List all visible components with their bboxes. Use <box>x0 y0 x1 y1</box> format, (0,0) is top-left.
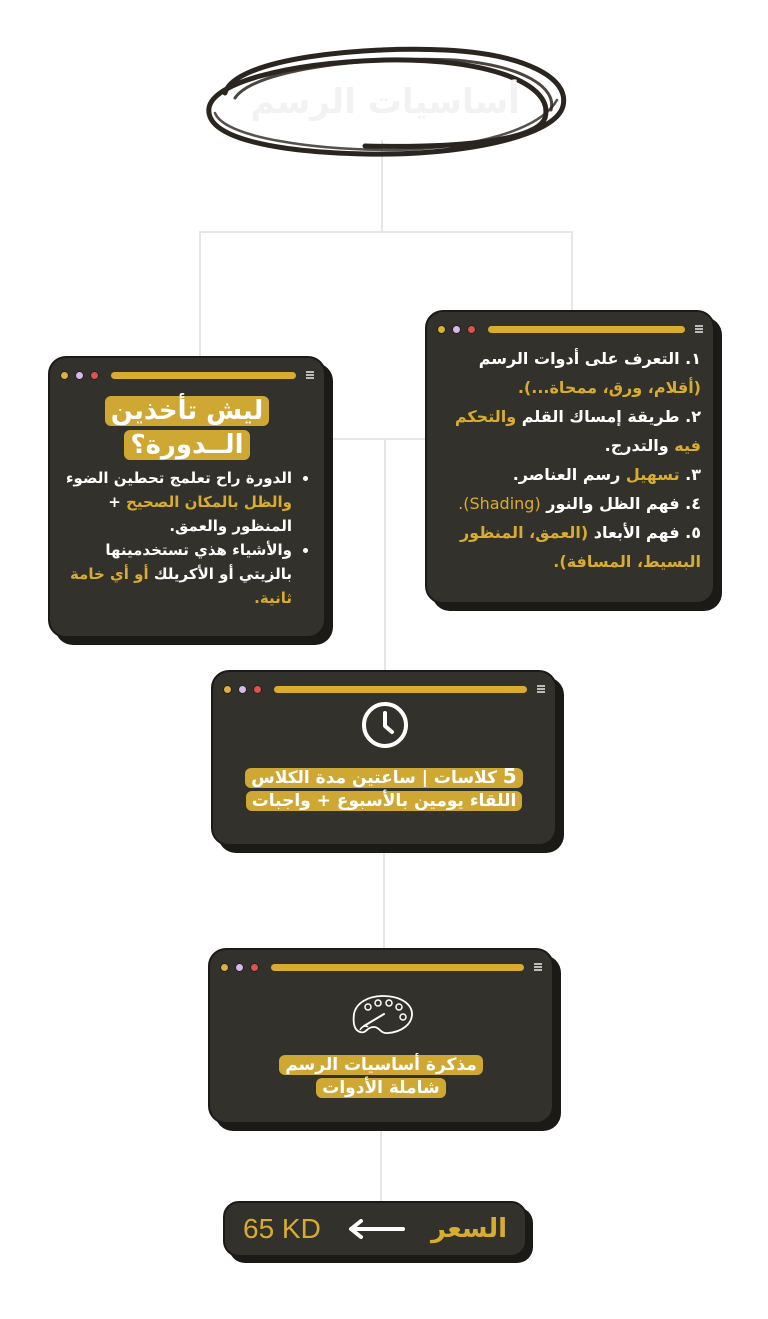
window-dot-red <box>90 371 99 380</box>
connector-cross <box>329 438 427 440</box>
menu-icon <box>695 325 703 333</box>
list-item: ٢. طريقة إمساك القلم والتحكم فيه والتدرج. <box>454 407 701 455</box>
window-title-bar <box>111 372 296 379</box>
connector-line <box>380 1128 382 1202</box>
steps-card <box>425 310 715 604</box>
clock-icon <box>360 700 410 750</box>
window-dot-yellow <box>60 371 69 380</box>
window-dot-red <box>253 685 262 694</box>
connector-branch <box>199 231 573 233</box>
window-title-bar <box>488 326 685 333</box>
window-dot-pink <box>235 963 244 972</box>
why-heading <box>50 394 324 462</box>
header-oval <box>195 38 575 163</box>
window-dot-pink <box>75 371 84 380</box>
why-heading-line: الــدورة؟ <box>124 430 249 460</box>
connector-branch-right <box>571 231 573 313</box>
connector-line <box>383 850 385 948</box>
window-dot-yellow <box>437 325 446 334</box>
menu-icon <box>306 371 314 379</box>
menu-icon <box>534 963 542 971</box>
list-item: • الدورة راح تعلمج تحطين الضوء والظل بالمكان الصحيح + المنظور والعمق. <box>60 466 292 538</box>
window-dot-pink <box>238 685 247 694</box>
price-row <box>243 1203 507 1255</box>
window-dot-red <box>467 325 476 334</box>
list-item: ٣. تسهيل رسم العناصر. <box>512 465 701 484</box>
why-bullets <box>60 466 310 610</box>
price-pill <box>223 1201 527 1257</box>
list-item: ١. التعرف على أدوات الرسم (أقلام، ورق، ممحاة...). <box>478 349 701 397</box>
window-bar <box>437 322 703 336</box>
page-title: أساسيات الرسم <box>250 82 520 122</box>
why-heading-line: ليش تأخذين <box>105 396 270 426</box>
schedule-line: 5 كلاسات | ساعتين مدة الكلاس <box>245 768 522 788</box>
list-item: ٤. فهم الظل والنور (Shading). <box>458 494 701 513</box>
window-bar <box>220 960 542 974</box>
window-dot-yellow <box>220 963 229 972</box>
notes-text <box>210 1054 552 1100</box>
schedule-card <box>211 670 557 846</box>
connector-line <box>384 438 386 670</box>
price-label: السعر <box>431 1214 507 1244</box>
connector-branch-left <box>199 231 201 357</box>
list-item: • والأشياء هذي تستخدمينها بالزيتي أو الأكريلك أو أي خامة ثانية. <box>60 538 292 610</box>
notes-line: شاملة الأدوات <box>316 1078 445 1098</box>
window-dot-pink <box>452 325 461 334</box>
window-title-bar <box>274 686 527 693</box>
window-bar <box>60 368 314 382</box>
notes-card <box>208 948 554 1124</box>
schedule-line: اللقاء يومين بالأسبوع + واجبات <box>246 791 523 811</box>
window-dot-yellow <box>223 685 232 694</box>
palette-icon <box>350 992 416 1038</box>
list-item: ٥. فهم الأبعاد (العمق، المنظور البسيط، المسافة). <box>459 523 701 571</box>
price-value: 65 KD <box>243 1213 321 1244</box>
window-bar <box>223 682 545 696</box>
steps-list <box>435 344 701 576</box>
window-title-bar <box>271 964 524 971</box>
menu-icon <box>537 685 545 693</box>
notes-line: مذكرة أساسيات الرسم <box>279 1055 483 1075</box>
why-card <box>48 356 326 638</box>
schedule-text <box>213 764 555 813</box>
window-dot-red <box>250 963 259 972</box>
arrow-left-icon <box>345 1219 407 1239</box>
